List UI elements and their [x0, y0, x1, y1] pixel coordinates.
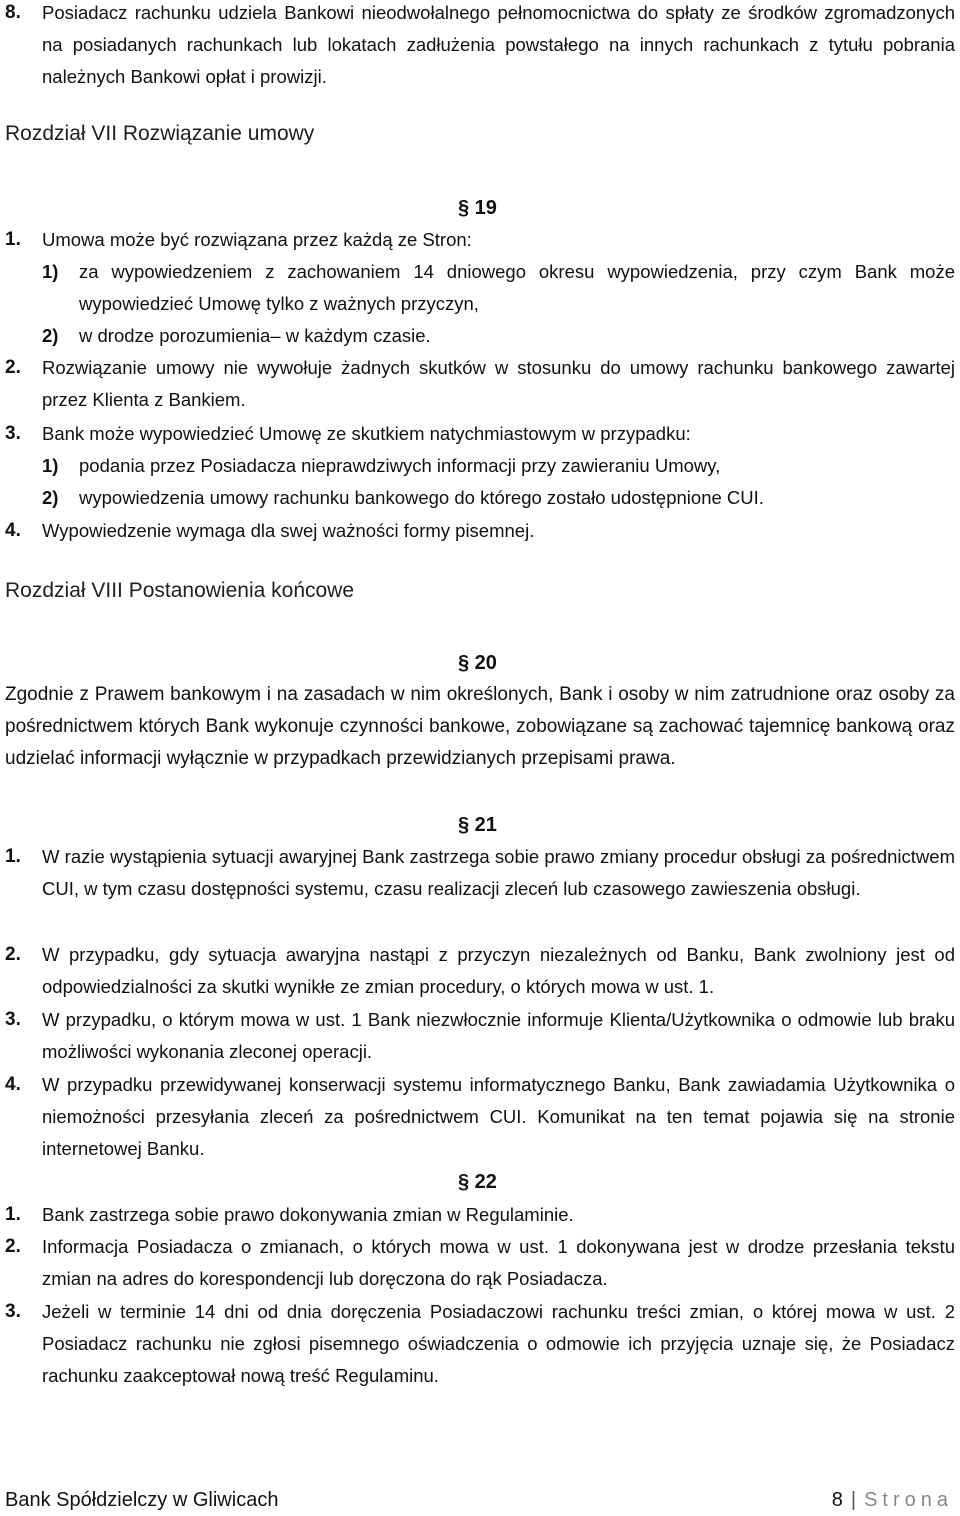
item-text: Bank zastrzega sobie prawo dokonywania zmian w Regulaminie. — [42, 1204, 574, 1225]
s21-item-1 — [5, 841, 955, 905]
item-number: 4. — [5, 1074, 21, 1095]
sub-item-number: 1) — [42, 455, 59, 476]
item-text: Informacja Posiadacza o zmianach, o których mowa w ust. 1 dokonywana jest w drodze przesłania tekstu zmian na adres do korespondencji lub doręczona do rąk Posiadacza. — [42, 1236, 955, 1289]
section-20-heading: § 20 — [458, 652, 497, 674]
s19-item-1-sub-2 — [42, 320, 955, 352]
s22-item-1 — [5, 1199, 955, 1231]
chapter-vii-heading: Rozdział VII Rozwiązanie umowy — [5, 122, 315, 145]
item-number: 3. — [5, 1009, 21, 1030]
item-number: 2. — [5, 944, 21, 965]
chapter-viii-heading: Rozdział VIII Postanowienia końcowe — [5, 579, 355, 602]
s19-item-1-sub-1 — [42, 256, 955, 320]
sub-item-text: w drodze porozumienia– w każdym czasie. — [79, 325, 431, 346]
footer-page-indicator — [832, 1484, 953, 1516]
s21-item-3 — [5, 1004, 955, 1068]
section-22-heading: § 22 — [458, 1171, 497, 1193]
item-text: W przypadku, o którym mowa w ust. 1 Bank niezwłocznie informuje Klienta/Użytkownika o odmowie lub braku możliwości wykonania zleconej operacji. — [42, 1009, 955, 1062]
item-text: W przypadku przewidywanej konserwacji systemu informatycznego Banku, Bank zawiadamia Użytkownika o niemożności przesyłania zleceń za pośrednictwem CUI. Komunikat na ten temat pojawia się na stronie internetowej Banku. — [42, 1074, 955, 1159]
footer-bank-name: Bank Spółdzielczy w Gliwicach — [5, 1489, 279, 1511]
s19-item-3 — [5, 418, 955, 450]
paragraph-item-8 — [5, 0, 955, 93]
sub-item-text: wypowiedzenia umowy rachunku bankowego do którego zostało udostępnione CUI. — [79, 487, 764, 508]
item-text: Jeżeli w terminie 14 dni od dnia doręczenia Posiadaczowi rachunku treści zmian, o której mowa w ust. 2 Posiadacz rachunku nie zgłosi pisemnego oświadczenia o odmowie ich przyjęcia uznaje się, że Posiadacz rachunku zaakceptował nową treść Regulaminu. — [42, 1301, 955, 1386]
s21-item-4 — [5, 1069, 955, 1165]
footer-separator: | — [850, 1489, 857, 1511]
footer-page-word: Strona — [864, 1489, 953, 1511]
item-number: 1. — [5, 846, 21, 867]
item-number: 2. — [5, 357, 21, 378]
item-text: W razie wystąpienia sytuacji awaryjnej Bank zastrzega sobie prawo zmiany procedur obsługi za pośrednictwem CUI, w tym czasu dostępności systemu, czasu realizacji zleceń lub czasowego zawieszenia obsługi. — [42, 846, 955, 899]
item-number: 3. — [5, 423, 21, 444]
s19-item-2 — [5, 352, 955, 416]
sub-item-number: 2) — [42, 325, 59, 346]
item-number: 1. — [5, 229, 21, 250]
s20-paragraph: Zgodnie z Prawem bankowym i na zasadach w nim określonych, Bank i osoby w nim zatrudnione oraz osoby za pośrednictwem których Bank wykonuje czynności bankowe, zobowiązane są zachować tajemnicę bankową oraz udzielać informacji wyłącznie w przypadkach przewidzianych przepisami prawa. — [5, 684, 955, 769]
sub-item-text: za wypowiedzeniem z zachowaniem 14 dniowego okresu wypowiedzenia, przy czym Bank może wypowiedzieć Umowę tylko z ważnych przyczyn, — [79, 261, 955, 314]
item-number: 3. — [5, 1301, 21, 1322]
item-text: Posiadacz rachunku udziela Bankowi nieodwołalnego pełnomocnictwa do spłaty ze środków zgromadzonych na posiadanych rachunkach lub lokatach zadłużenia powstałego na innych rachunkach z tytułu pobrania należnych Bankowi opłat i prowizji. — [42, 2, 955, 87]
item-text: Wypowiedzenie wymaga dla swej ważności formy pisemnej. — [42, 520, 535, 541]
s21-item-2 — [5, 939, 955, 1003]
footer-page-number: 8 — [831, 1489, 843, 1511]
item-text: Umowa może być rozwiązana przez każdą ze Stron: — [42, 229, 472, 250]
s19-item-4 — [5, 515, 955, 547]
item-number: 4. — [5, 520, 21, 541]
item-text: Bank może wypowiedzieć Umowę ze skutkiem natychmiastowym w przypadku: — [42, 423, 691, 444]
s22-item-2 — [5, 1231, 955, 1295]
sub-item-text: podania przez Posiadacza nieprawdziwych informacji przy zawieraniu Umowy, — [79, 455, 721, 476]
s19-item-1 — [5, 224, 955, 256]
sub-item-number: 2) — [42, 487, 59, 508]
item-text: Rozwiązanie umowy nie wywołuje żadnych skutków w stosunku do umowy rachunku bankowego zawartej przez Klienta z Bankiem. — [42, 357, 955, 410]
s22-item-3 — [5, 1296, 955, 1392]
item-number: 2. — [5, 1236, 21, 1257]
section-19-heading: § 19 — [458, 197, 497, 219]
section-21-heading: § 21 — [458, 814, 497, 836]
item-number: 1. — [5, 1204, 21, 1225]
sub-item-number: 1) — [42, 261, 59, 282]
s19-item-3-sub-1 — [42, 450, 955, 482]
item-number: 8. — [5, 2, 21, 23]
s19-item-3-sub-2 — [42, 482, 955, 514]
item-text: W przypadku, gdy sytuacja awaryjna nastąpi z przyczyn niezależnych od Banku, Bank zwolniony jest od odpowiedzialności za skutki wynikłe ze zmian procedury, o których mowa w ust. 1. — [42, 944, 955, 997]
